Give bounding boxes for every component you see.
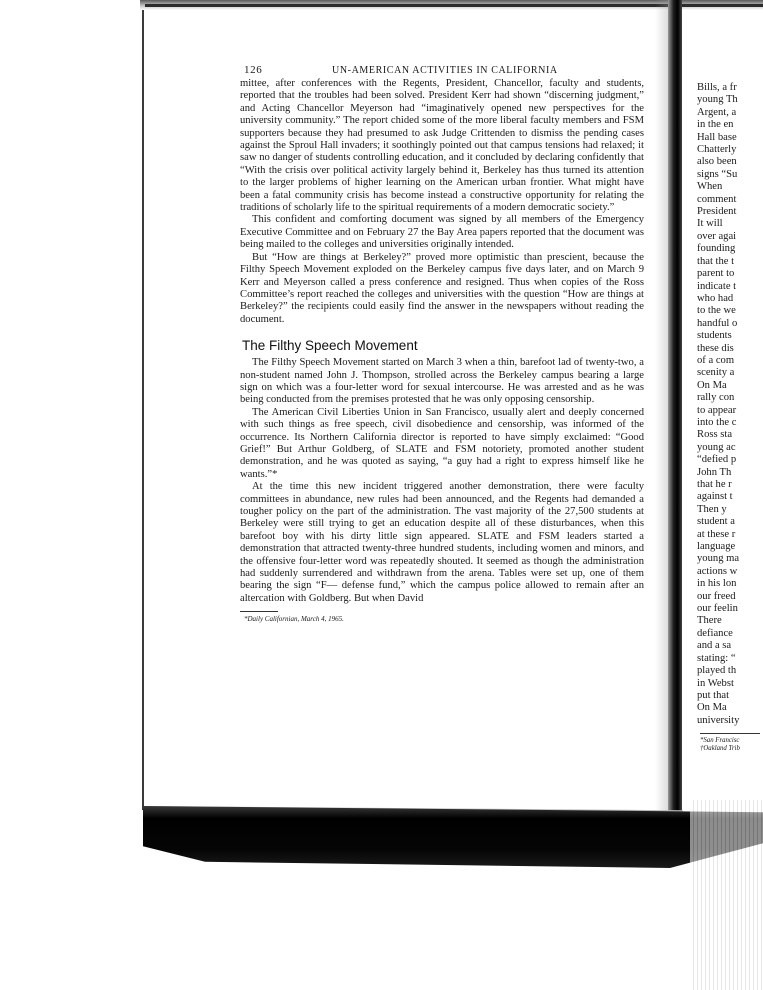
right-page-line: our feelin — [697, 603, 738, 615]
right-footnotes — [700, 737, 763, 753]
right-page-line: student a — [697, 516, 735, 528]
page-left-edge — [142, 10, 144, 810]
right-page-line: students — [697, 330, 732, 342]
right-page-line: It will — [697, 218, 723, 230]
scan-bottom-shadow — [143, 806, 763, 868]
right-page-line: Bills, a fr — [697, 82, 737, 93]
right-page-line: our freed — [697, 590, 736, 602]
paragraph: At the time this new incident triggered another demonstration, there were faculty committees in abundance, new rules had been announced, and the Regents had demanded a tougher policy on the part of the administration. The vast majority of the 27,500 students at Berkeley were still trying to get an education despite all of these disturbances, when this barefoot boy with his dirty little sign appeared. SLATE and FSM leaders started a demonstration that attracted twenty-three hundred students, including women and minors, and the offensive four-letter word was repeatedly shouted. It seemed as though the administration had suddenly surrendered and withdrawn from the arena. Tables were set up, one of them bearing the sign “F— defense fund,” which the campus police allowed to remain after an altercation with Goldberg. But when David — [240, 481, 644, 604]
right-page-line: handful o — [697, 317, 738, 329]
right-page-line: Ross sta — [697, 429, 733, 441]
binding-shadow — [655, 0, 669, 812]
right-page-line: in the en — [697, 119, 734, 131]
left-page — [240, 64, 644, 623]
right-page-line: to the we — [697, 305, 736, 317]
right-page-line: On Ma — [697, 379, 727, 391]
right-page-line: defiance — [697, 627, 733, 639]
right-page-line: into the c — [697, 416, 737, 428]
right-page-line: signs “Su — [697, 168, 738, 180]
book-binding-gutter — [668, 0, 682, 812]
right-page-line: rally con — [697, 392, 735, 404]
footnote: *Daily Californian, March 4, 1965. — [244, 615, 344, 624]
right-footnote-rule — [700, 733, 760, 734]
page-number: 126 — [244, 64, 263, 76]
right-page-line: to appear — [697, 404, 737, 416]
right-page-line: in his lon — [697, 578, 737, 590]
paragraph: This confident and comforting document was signed by all members of the Emergency Executive Committee and on February 27 the Bay Area papers reported that the document was being mailed to the colleges and universities originally intended. — [240, 214, 644, 251]
right-page-line: Then y — [697, 503, 727, 515]
right-page-line: John Th — [697, 466, 732, 478]
page-corner-texture — [690, 800, 763, 990]
paragraph: The Filthy Speech Movement started on March 3 when a thin, barefoot lad of twenty-two, a non-student named John J. Thompson, strolled across the Berkeley campus bearing a large sign on which was a four-letter word for sexual intercourse. He was arrested and as he was being conducted from the premises protested that he was only opposing censorship. — [240, 357, 644, 406]
right-page-line: Argent, a — [697, 106, 737, 118]
right-page-line: young Th — [697, 94, 738, 106]
paragraph: The American Civil Liberties Union in San Francisco, usually alert and deeply concerned with such things as free speech, civil disobedience and censorship, was informed of the occurrence. Its Northern California director is reported to have simply exclaimed: “Good Grief!” But Arthur Goldberg, of SLATE and FSM notoriety, promoted another student demonstration, and he was quoted as saying, “a guy had a right to express himself like he wants.”* — [240, 406, 644, 480]
right-page-line: who had — [697, 292, 734, 304]
running-head — [240, 64, 644, 78]
right-page-line: scenity a — [697, 367, 735, 379]
right-page-line: Chatterly — [697, 144, 737, 156]
right-page-line: comment — [697, 193, 737, 205]
body-text — [240, 78, 644, 605]
section-heading: The Filthy Speech Movement — [242, 338, 418, 354]
right-page-line: university — [697, 714, 740, 726]
right-page-line: in Webst — [697, 677, 734, 689]
right-footnote: †Oakland Trib — [700, 745, 740, 752]
right-page-line: stating: “ — [697, 652, 736, 664]
right-page-line: Hall base — [697, 131, 737, 143]
right-page-line: played th — [697, 665, 737, 677]
right-page-line: over agai — [697, 230, 737, 242]
right-page-line: language — [697, 541, 736, 553]
right-page-line: put that — [697, 689, 730, 701]
right-page-line: On Ma — [697, 702, 727, 714]
right-footnote: *San Francisc — [700, 737, 740, 744]
right-page-line: that he r — [697, 479, 732, 490]
right-page-line: of a com — [697, 354, 735, 366]
right-page-line: against t — [697, 491, 733, 503]
right-page-line: young ac — [697, 441, 736, 453]
right-page-line: and a sa — [697, 640, 732, 652]
right-page-line: at these r — [697, 528, 736, 540]
right-page-line: these dis — [697, 342, 734, 354]
right-page-line: President — [697, 206, 737, 218]
footnote-rule — [240, 611, 278, 612]
right-page-line: also been — [697, 156, 737, 168]
right-page-line: When — [697, 181, 723, 193]
right-page-line: indicate t — [697, 280, 737, 292]
running-title: UN-AMERICAN ACTIVITIES IN CALIFORNIA — [332, 65, 558, 76]
right-page-line: founding — [697, 243, 736, 255]
right-page-line: parent to — [697, 268, 735, 280]
right-page-line: There — [697, 615, 722, 627]
right-page-line: “defied p — [697, 454, 737, 466]
paragraph: mittee, after conferences with the Regents, President, Chancellor, faculty and students, reported that the troubles had been solved. President Kerr had shown “discerning judgment,” and Acting Chancellor Meyerson had “imaginatively opened new perspectives for the university community.” The report chided some of the more liberal faculty members and FSM supporters because they had presumed to ask Judge Crittenden to dismiss the pending cases against the Sproul Hall invaders; it soothingly pointed out that campus tensions had relaxed; it saw no danger of students controlling education, and it concluded by declaring confidently that “With the crisis over political activity largely behind it, Berkeley has thus turned its attention to the larger problems of higher learning on the American urban frontier. What might have been a fatal community crisis has become instead a constructive opportunity for relating the traditions of scholarly life to the spiritual requirements of a modern democratic society.” — [240, 78, 644, 214]
right-page-line: that the t — [697, 255, 735, 267]
right-page-line: young ma — [697, 553, 740, 565]
paragraph: But “How are things at Berkeley?” proved more optimistic than prescient, because the Filthy Speech Movement exploded on the Berkeley campus five days later, and on March 9 Kerr and Meyerson called a press conference and resigned. Thus when copies of the Ross Committee’s report reached the colleges and universities with the question “How are things at Berkeley?” the recipients could easily find the answer in the newspapers without reading the document. — [240, 251, 644, 325]
right-page-fragment — [697, 82, 763, 727]
right-page-line: actions w — [697, 565, 738, 577]
